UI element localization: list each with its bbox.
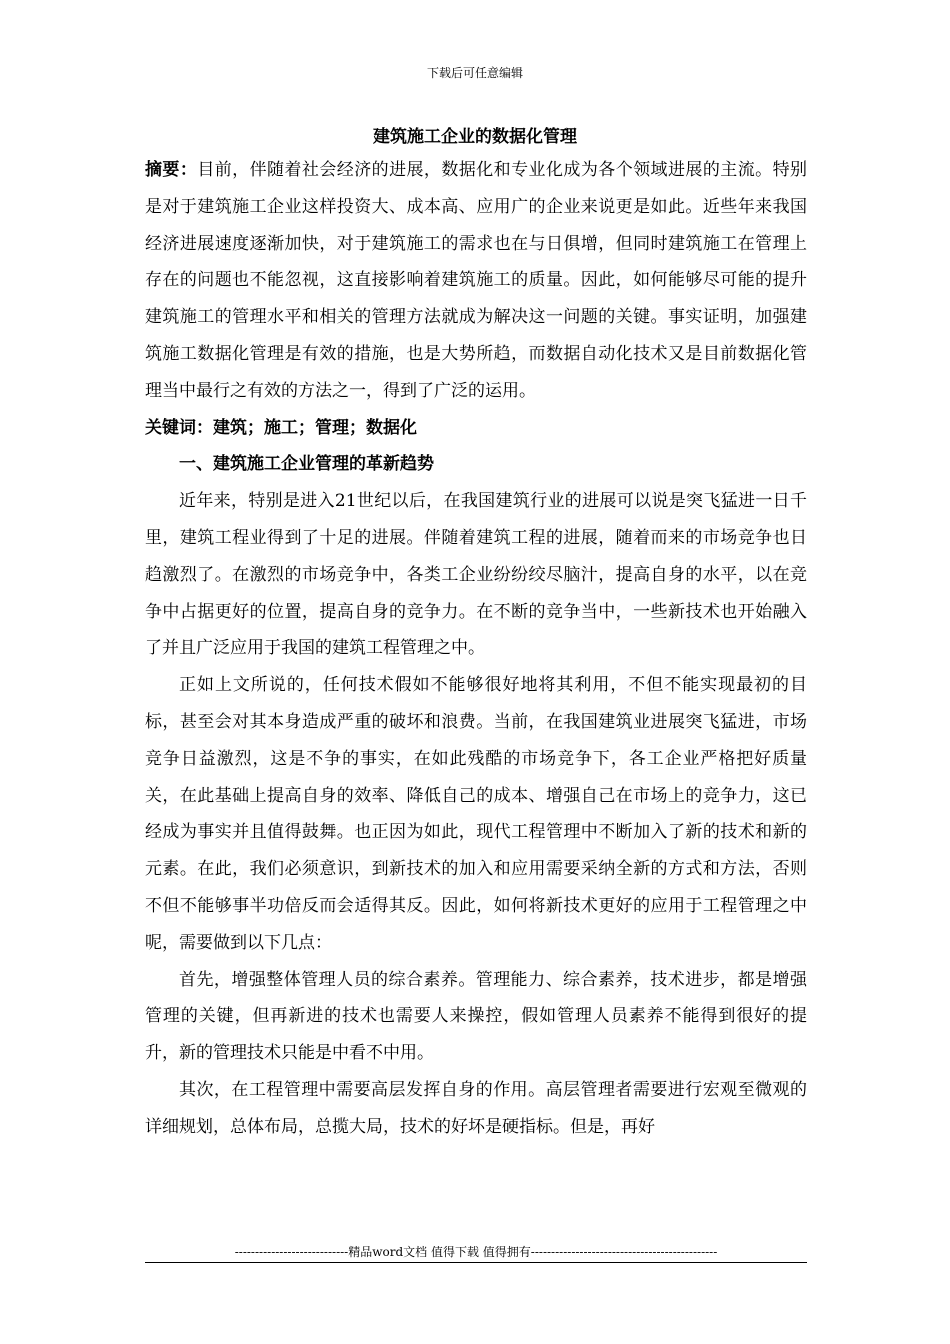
body-paragraph: 首先，增强整体管理人员的综合素养。管理能力、综合素养，技术进步，都是增强管理的关键，但再新进的技术也需要人来操控，假如管理人员素养不能得到很好的提升，新的管理技术只能是中看不中用。 (145, 969, 807, 1064)
abstract-paragraph (145, 152, 807, 410)
body-paragraph: 其次，在工程管理中需要高层发挥自身的作用。高层管理者需要进行宏观至微观的详细规划，总体布局，总揽大局，技术的好坏是硬指标。但是，再好 (145, 1079, 807, 1137)
body-paragraph: 正如上文所说的，任何技术假如不能够很好地将其利用，不但不能实现最初的目标，甚至会对其本身造成严重的破坏和浪费。当前，在我国建筑业进展突飞猛进，市场竞争日益激烈，这是不争的事实，在如此残酷的市场竞争下，各工企业严格把好质量关，在此基础上提高自身的效率、降低自己的成本、增强自己在市场上的竞争力，这已经成为事实并且值得鼓舞。也正因为如此，现代工程管理中不断加入了新的技术和新的元素。在此，我们必须意识，到新技术的加入和应用需要采纳全新的方式和方法，否则不但不能够事半功倍反而会适得其反。因此，如何将新技术更好的应用于工程管理之中呢，需要做到以下几点： (145, 675, 807, 953)
abstract-text: 目前，伴随着社会经济的进展，数据化和专业化成为各个领域进展的主流。特别是对于建筑施工企业这样投资大、成本高、应用广的企业来说更是如此。近些年来我国经济进展速度逐渐加快，对于建筑施工的需求也在与日俱增，但同时建筑施工在管理上存在的问题也不能忽视，这直接影响着建筑施工的质量。因此，如何能够尽可能的提升建筑施工的管理水平和相关的管理方法就成为解决这一问题的关键。事实证明，加强建筑施工数据化管理是有效的措施，也是大势所趋，而数据自动化技术又是目前数据化管理当中最行之有效的方法之一，得到了广泛的运用。 (145, 160, 808, 401)
document-title: 建筑施工企业的数据化管理 (373, 127, 577, 147)
document-body (145, 152, 807, 1146)
keywords-line: 关键词：建筑；施工；管理；数据化 (145, 417, 417, 438)
abstract-label: 摘要： (145, 160, 198, 180)
page-header-note: 下载后可任意编辑 (426, 66, 523, 80)
page-footer-note: ----------------------------精品word文档 值得下载 值得拥有---------------------------------------------- (234, 1245, 718, 1259)
section-heading: 一、建筑施工企业管理的革新趋势 (179, 454, 434, 475)
footer-divider (145, 1262, 807, 1263)
body-paragraph: 近年来，特别是进入21世纪以后，在我国建筑行业的进展可以说是突飞猛进一日千里，建筑工程业得到了十足的进展。伴随着建筑工程的进展，随着而来的市场竞争也日趋激烈了。在激烈的市场竞争中，各类工企业纷纷绞尽脑汁，提高自身的水平，以在竞争中占据更好的位置，提高自身的竞争力。在不断的竞争当中，一些新技术也开始融入了并且广泛应用于我国的建筑工程管理之中。 (145, 491, 807, 659)
